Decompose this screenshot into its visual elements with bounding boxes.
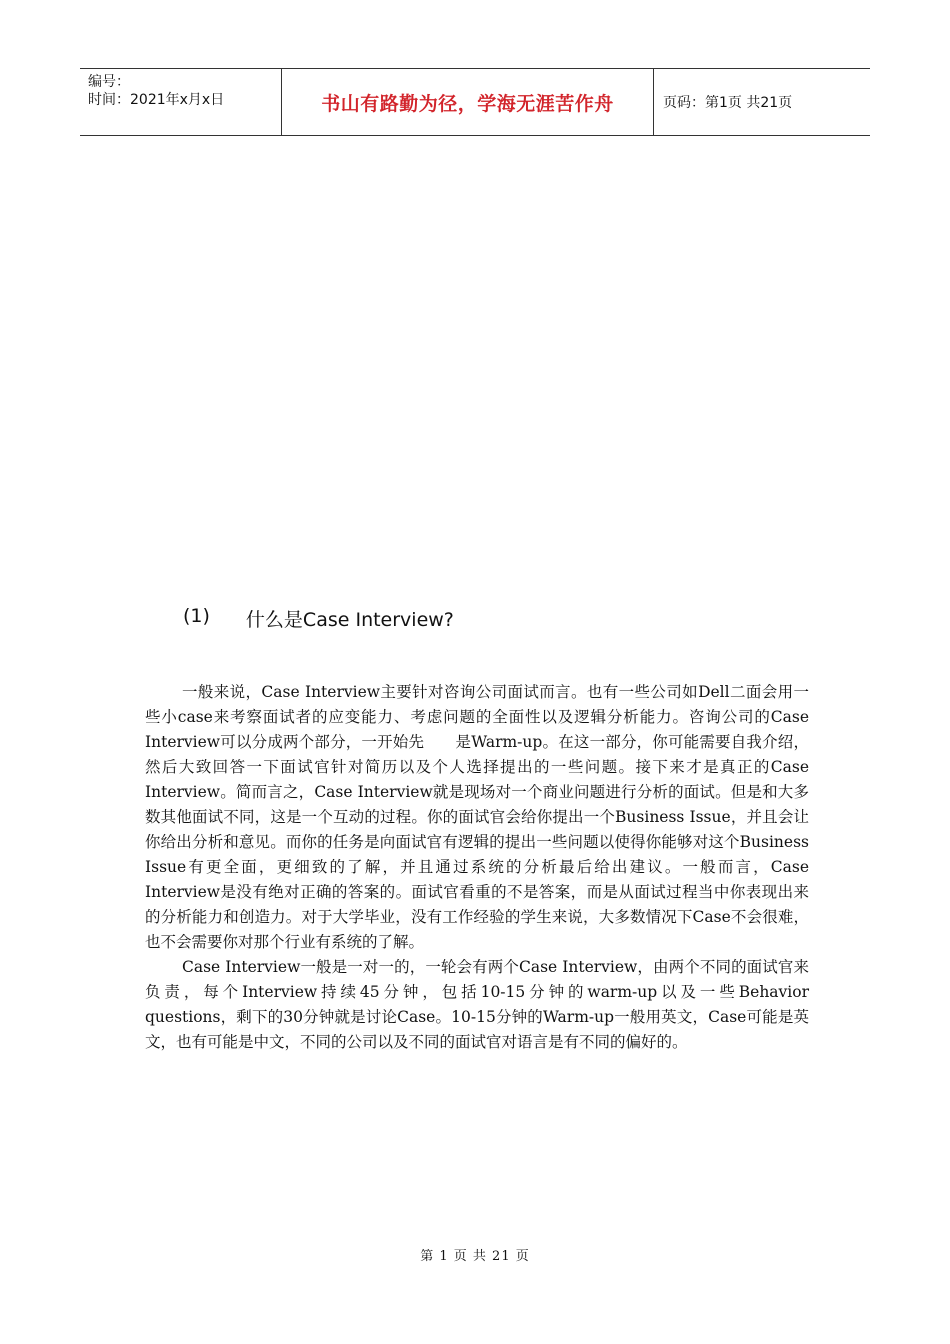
header-meta [80,69,282,135]
document-time: 时间：2021年x月x日 [88,92,225,108]
header-table [80,68,870,136]
paragraph-2: Case Interview一般是一对一的，一轮会有两个Case Interview，由两个不同的面试官来负责，每个Interview持续45分钟，包括10-15分钟的warm-up以及一些Behavior questions，剩下的30分钟就是讨论Case。10-15分钟的Warm-up一般用英文，Case可能是英文，也有可能是中文，不同的公司以及不同的面试官对语言是有不同的偏好的。 [145,958,809,1051]
section-heading [183,605,454,632]
header-page-info: 页码：第1页 共21页 [663,95,793,111]
paragraph-1: 一般来说，Case Interview主要针对咨询公司面试而言。也有一些公司如Dell二面会用一些小case来考察面试者的应变能力、考虑问题的全面性以及逻辑分析能力。咨询公司的Case Interview可以分成两个部分，一开始先 是Warm-up。在这一部分，你可能需要自我介绍，然后大致回答一下面试官针对简历以及个人选择提出的一些问题。接下来才是真正的Case Interview。简而言之，Case Interview就是现场对一个商业问题进行分析的面试。但是和大多数其他面试不同，这是一个互动的过程。你的面试官会给你提出一个Business Issue，并且会让你给出分析和意见。而你的任务是向面试官有逻辑的提出一些问题以使得你能够对这个Business Issue有更全面，更细致的了解，并且通过系统的分析最后给出建议。一般而言，Case Interview是没有绝对正确的答案的。面试官看重的不是答案，而是从面试过程当中你表现出来的分析能力和创造力。对于大学毕业，没有工作经验的学生来说，大多数情况下Case不会很难，也不会需要你对那个行业有系统的了解。 [145,683,809,951]
page-footer: 第 1 页 共 21 页 [420,1249,530,1264]
header-page-info-cell [654,69,870,135]
section-number: (1) [183,605,210,627]
header-motto-cell [282,69,654,135]
header-motto: 书山有路勤为径，学海无涯苦作舟 [321,92,614,115]
section-title: 什么是Case Interview? [245,609,454,631]
document-number-label: 编号： [88,74,130,90]
body-text [145,680,809,1055]
